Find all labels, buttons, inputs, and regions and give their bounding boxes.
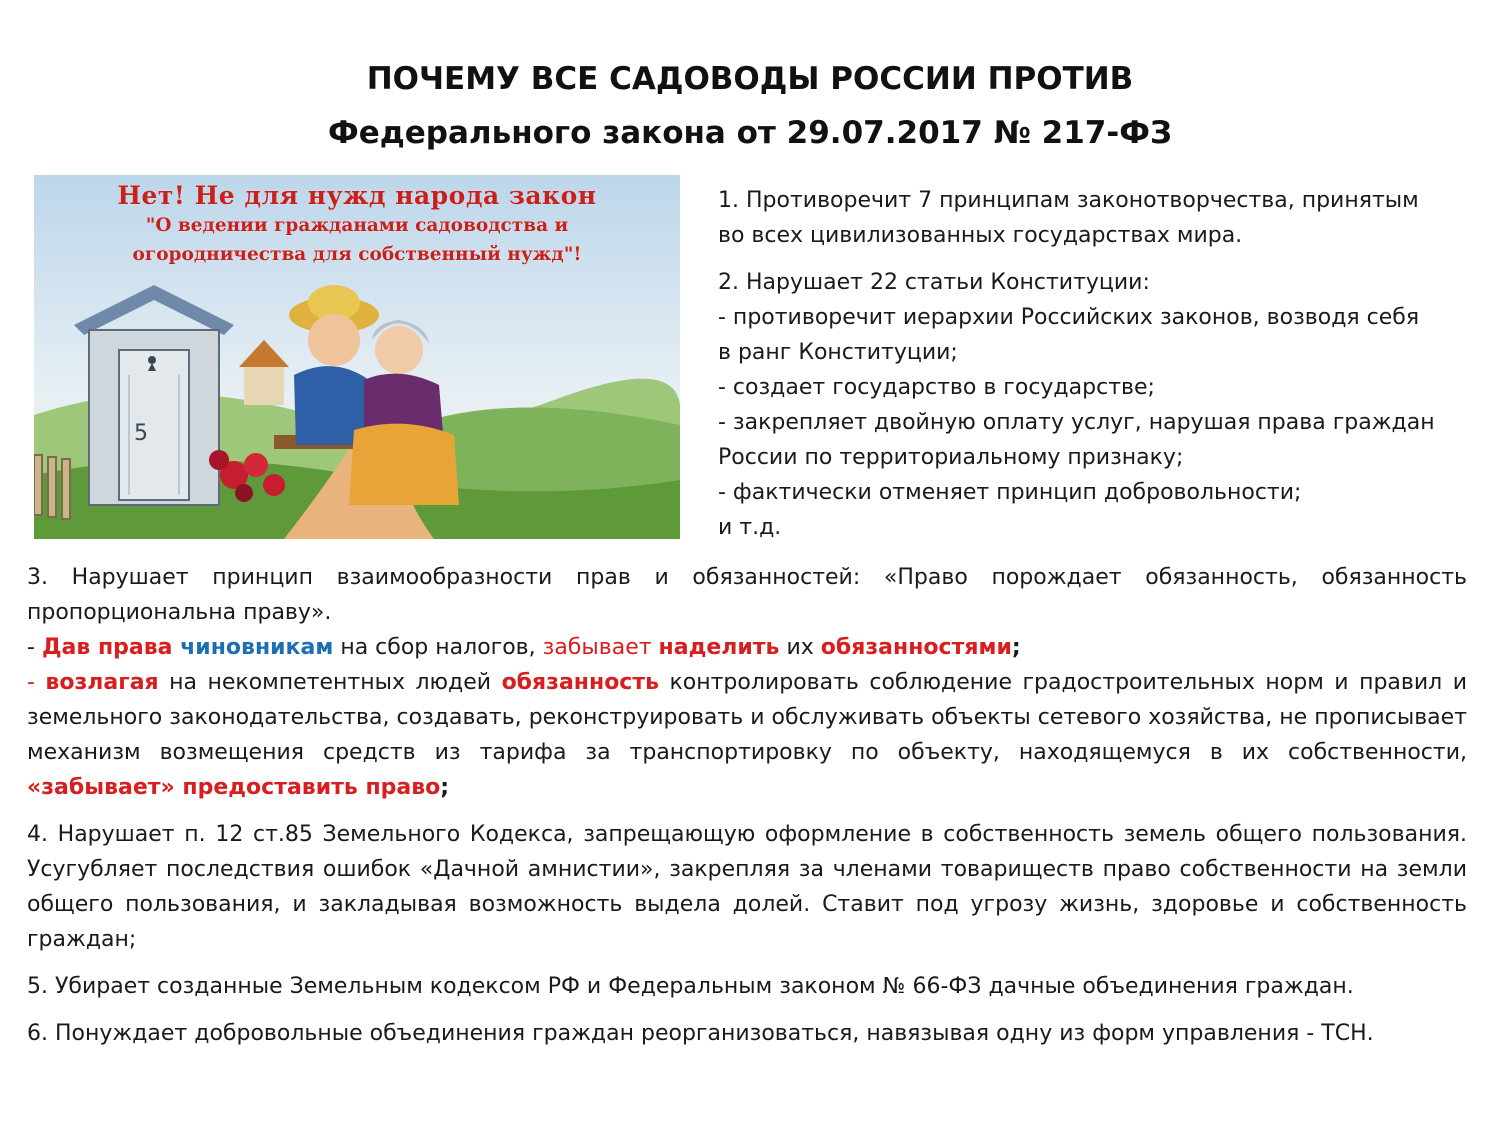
b1-endow: наделить xyxy=(658,635,780,660)
door-number: 5 xyxy=(134,421,148,446)
point-2-line-8: и т.д. xyxy=(718,515,782,540)
title-line-1: ПОЧЕМУ ВСЕ САДОВОДЫ РОССИИ ПРОТИВ xyxy=(366,61,1134,97)
poster-illustration xyxy=(34,175,680,539)
point-2-line-6: России по территориальному признаку; xyxy=(718,445,1184,470)
point-5: 5. Убирает созданные Земельным кодексом РФ и Федеральным законом № 66-ФЗ дачные объединения граждан. xyxy=(27,974,1354,999)
poster-caption-line-1: Нет! Не для нужд народа закон xyxy=(117,181,597,210)
poster-caption xyxy=(40,181,674,269)
b2-people: на некомпетентных людей xyxy=(158,670,502,695)
b1-semicolon: ; xyxy=(1011,635,1021,660)
right-column xyxy=(718,183,1476,557)
b1-give-rights: Дав права xyxy=(41,635,181,660)
b1-officials: чиновникам xyxy=(180,635,334,660)
point-2-line-4: - создает государство в государстве; xyxy=(718,375,1155,400)
poster-caption-line-3: огородничества для собственный нужд"! xyxy=(132,244,582,265)
point-2-line-7: - фактически отменяет принцип добровольности; xyxy=(718,480,1302,505)
page-title xyxy=(0,52,1500,160)
b2-duty: обязанность xyxy=(501,670,660,695)
point-6: 6. Понуждает добровольные объединения граждан реорганизоваться, навязывая одну из форм управления - ТСН. xyxy=(27,1021,1374,1046)
point-3-bullet-2 xyxy=(27,665,1467,805)
point-1-line-2: во всех цивилизованных государствах мира. xyxy=(718,223,1243,248)
b2-imposing: возлагая xyxy=(45,670,159,695)
point-3-text: 3. Нарушает принцип взаимообразности прав и обязанностей: «Право порождает обязанность, обязанность пропорциональна праву». xyxy=(27,565,1467,625)
poster-caption-line-2: "О ведении гражданами садоводства и xyxy=(145,215,569,236)
b1-them: их xyxy=(779,635,821,660)
point-2 xyxy=(718,265,1476,545)
point-2-line-3: в ранг Конституции; xyxy=(718,340,958,365)
point-1-line-1: 1. Противоречит 7 принципам законотворчества, принятым xyxy=(718,188,1419,213)
b1-duties: обязанностями xyxy=(820,635,1012,660)
main-text xyxy=(27,560,1467,1063)
b2-body: контролировать соблюдение градостроительных норм и правил и земельного законодательства, создавать, реконструировать и обслуживать объекты сетевого хозяйства, не прописывает механизм возмещения средств из тарифа за транспортировку по объекту, находящемуся в их собственности, xyxy=(27,670,1467,765)
b2-semicolon: ; xyxy=(440,775,450,800)
point-1 xyxy=(718,183,1476,253)
point-3-bullet-1 xyxy=(27,630,1467,665)
b1-dash: - xyxy=(27,635,42,660)
b2-dash: - xyxy=(27,670,46,695)
point-2-line-2: - противоречит иерархии Российских законов, возводя себя xyxy=(718,305,1420,330)
b1-tax: на сбор налогов, xyxy=(333,635,543,660)
point-2-line-1: 2. Нарушает 22 статьи Конституции: xyxy=(718,270,1150,295)
point-3 xyxy=(27,560,1467,630)
b2-forgets-right: «забывает» предоставить право xyxy=(27,775,441,800)
point-2-line-5: - закрепляет двойную оплату услуг, нарушая права граждан xyxy=(718,410,1435,435)
b1-forgets: забывает xyxy=(542,635,659,660)
title-line-2: Федерального закона от 29.07.2017 № 217-ФЗ xyxy=(327,115,1173,151)
point-4: 4. Нарушает п. 12 ст.85 Земельного Кодекса, запрещающую оформление в собственность земель общего пользования. Усугубляет последствия ошибок «Дачной амнистии», закрепляя за членами товариществ право собственности на земли общего пользования, и закладывая возможность выдела долей. Ставит под угрозу жизнь, здоровье и собственность граждан; xyxy=(27,822,1467,952)
